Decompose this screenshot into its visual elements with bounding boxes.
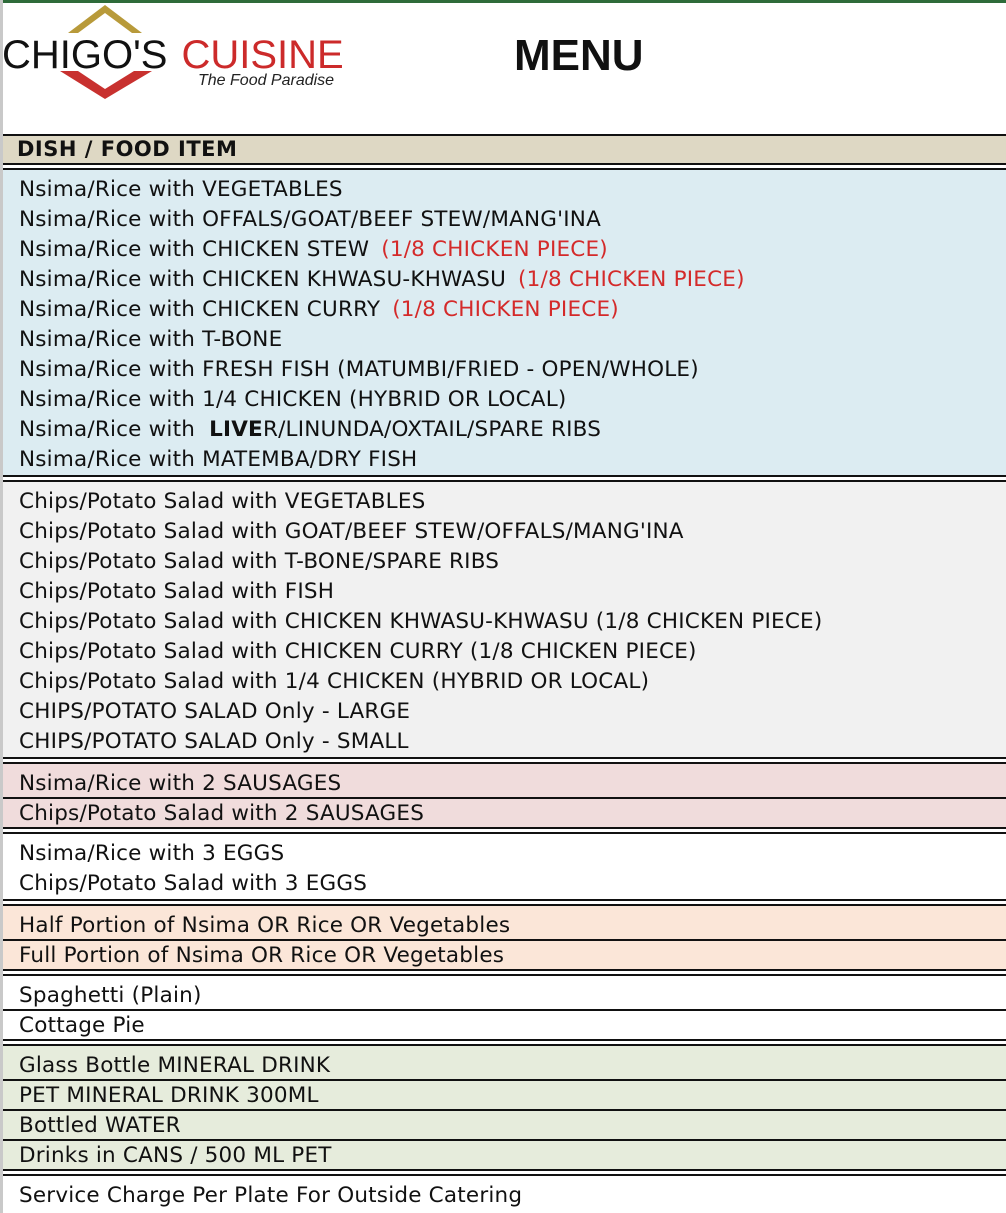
menu-item: Nsima/Rice with OFFALS/GOAT/BEEF STEW/MANG'INA <box>19 207 601 232</box>
menu-item: Chips/Potato Salad with 3 EGGS <box>19 871 368 896</box>
menu-item: PET MINERAL DRINK 300ML <box>3 1081 1006 1111</box>
brand-cuisine: CUISINE <box>181 33 344 77</box>
menu-group-eggs <box>3 832 1006 901</box>
menu-item: Chips/Potato Salad with CHICKEN CURRY (1/8 CHICKEN PIECE) <box>19 639 697 664</box>
menu-item: Chips/Potato Salad with FISH <box>19 579 335 604</box>
page-header <box>0 3 1006 135</box>
menu-item: Cottage Pie <box>19 1013 145 1038</box>
column-header: DISH / FOOD ITEM <box>3 136 1006 163</box>
menu-item: Nsima/Rice with 2 SAUSAGES <box>3 769 1006 799</box>
page-title: MENU <box>514 31 644 80</box>
menu-item: Half Portion of Nsima OR Rice OR Vegetables <box>3 911 1006 941</box>
portion-note: (1/8 CHICKEN PIECE) <box>518 267 745 292</box>
menu-group-chips-potato <box>3 480 1006 759</box>
menu-item: Nsima/Rice with 1/4 CHICKEN (HYBRID OR LOCAL) <box>19 387 567 412</box>
menu-group-portions <box>3 904 1006 971</box>
menu-item: Chips/Potato Salad with 2 SAUSAGES <box>19 801 425 826</box>
menu-item: Spaghetti (Plain) <box>3 981 1006 1011</box>
menu-item: Glass Bottle MINERAL DRINK <box>3 1051 1006 1081</box>
menu-item: Drinks in CANS / 500 ML PET <box>19 1143 332 1168</box>
menu-item: Nsima/Rice with CHICKEN CURRY (1/8 CHICKEN PIECE) <box>19 297 619 322</box>
menu-group-service <box>3 1174 1006 1211</box>
menu-item: Chips/Potato Salad with CHICKEN KHWASU-KHWASU (1/8 CHICKEN PIECE) <box>19 609 823 634</box>
menu-item: Chips/Potato Salad with T-BONE/SPARE RIBS <box>19 549 500 574</box>
menu-group-drinks <box>3 1044 1006 1171</box>
menu-group-specials <box>3 974 1006 1041</box>
menu-item: Chips/Potato Salad with GOAT/BEEF STEW/OFFALS/MANG'INA <box>19 519 684 544</box>
menu-group-sausages <box>3 762 1006 829</box>
menu-item: Bottled WATER <box>3 1111 1006 1141</box>
menu-item: Nsima/Rice with 3 EGGS <box>19 841 285 866</box>
menu-item: Nsima/Rice with VEGETABLES <box>19 177 343 202</box>
menu-item: Nsima/Rice with LIVER/LINUNDA/OXTAIL/SPARE RIBS <box>19 417 602 442</box>
menu-item: Nsima/Rice with T-BONE <box>19 327 283 352</box>
header-bottom-rule <box>3 163 1006 165</box>
menu-group-nsima-rice <box>3 168 1006 477</box>
menu-item: Service Charge Per Plate For Outside Catering <box>19 1183 523 1208</box>
menu-item: CHIPS/POTATO SALAD Only - SMALL <box>19 729 409 754</box>
brand-name: CHIGO'S <box>2 33 168 77</box>
brand-logo <box>0 3 370 113</box>
menu-item: Nsima/Rice with CHICKEN KHWASU-KHWASU (1/8 CHICKEN PIECE) <box>19 267 745 292</box>
bold-fragment: LIVE <box>209 417 263 442</box>
menu-item: Chips/Potato Salad with VEGETABLES <box>19 489 426 514</box>
brand-tagline: The Food Paradise <box>198 72 335 89</box>
menu-item: Nsima/Rice with CHICKEN STEW (1/8 CHICKEN PIECE) <box>19 237 608 262</box>
portion-note: (1/8 CHICKEN PIECE) <box>392 297 619 322</box>
menu-item: Nsima/Rice with MATEMBA/DRY FISH <box>19 447 418 472</box>
portion-note: (1/8 CHICKEN PIECE) <box>381 237 608 262</box>
menu-item: Full Portion of Nsima OR Rice OR Vegetables <box>19 943 505 968</box>
menu-item: Chips/Potato Salad with 1/4 CHICKEN (HYBRID OR LOCAL) <box>19 669 650 694</box>
menu-item: Nsima/Rice with FRESH FISH (MATUMBI/FRIED - OPEN/WHOLE) <box>19 357 699 382</box>
menu-table <box>3 134 1006 1211</box>
menu-item: CHIPS/POTATO SALAD Only - LARGE <box>19 699 411 724</box>
